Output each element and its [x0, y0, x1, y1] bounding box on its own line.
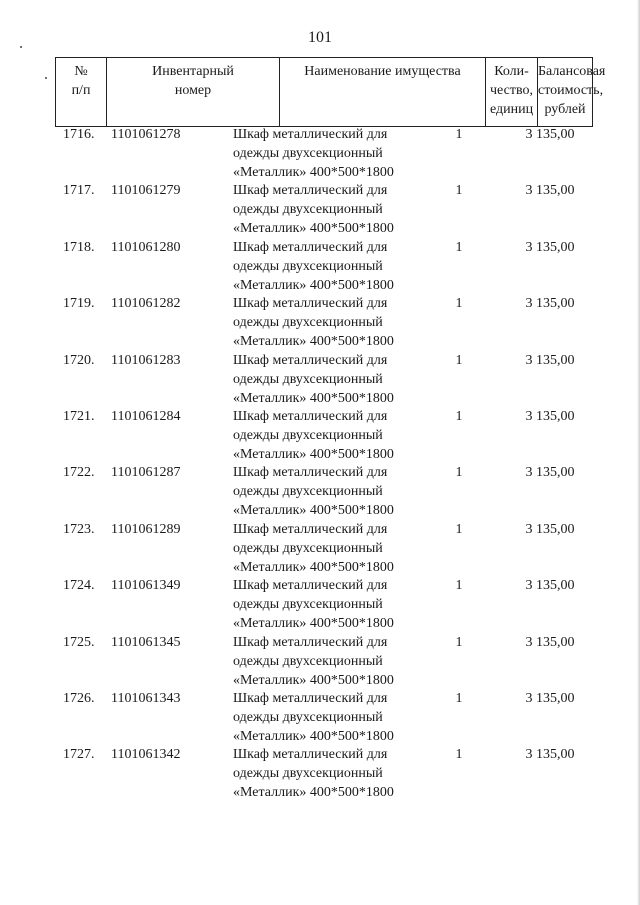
row-inventory-number: 1101061287 [111, 465, 181, 481]
row-number: 1718. [63, 239, 95, 255]
row-number: 1720. [63, 352, 95, 368]
row-item-name-line: «Металлик» 400*500*1800 [233, 559, 394, 575]
header-quantity-line: единиц [489, 102, 534, 117]
row-item-name-line: Шкаф металлический для [233, 183, 388, 199]
row-quantity: 1 [455, 747, 463, 763]
row-item-name [233, 633, 443, 690]
row-cost: 3 135,00 [525, 578, 575, 594]
row-item-name-line: «Металлик» 400*500*1800 [233, 729, 394, 744]
row-cost: 3 135,00 [525, 127, 575, 142]
row-item-name [233, 407, 443, 464]
table-row [55, 463, 593, 519]
row-item-name-line: «Металлик» 400*500*1800 [233, 616, 394, 632]
row-item-name-line: «Металлик» 400*500*1800 [233, 221, 394, 237]
row-item-name-line: «Металлик» 400*500*1800 [233, 785, 394, 801]
table-row [55, 633, 593, 689]
row-inventory-number: 1101061278 [111, 127, 181, 142]
row-item-name [233, 463, 443, 520]
table-row [55, 689, 593, 745]
row-inventory-number: 1101061280 [111, 239, 181, 255]
row-item-name-line: одежды двухсекционный [233, 597, 383, 613]
row-cost: 3 135,00 [525, 747, 575, 763]
row-quantity: 1 [455, 183, 463, 199]
row-inventory-number: 1101061342 [111, 747, 181, 763]
page-number: 101 [308, 29, 332, 46]
row-number: 1716. [63, 127, 95, 142]
row-inventory-number: 1101061289 [111, 521, 181, 537]
row-item-name-line: одежды двухсекционный [233, 766, 383, 782]
row-number: 1726. [63, 691, 95, 706]
row-item-name-line: Шкаф металлический для [233, 465, 388, 481]
row-cost: 3 135,00 [525, 691, 575, 706]
row-item-name-line: одежды двухсекционный [233, 540, 383, 556]
row-item-name-line: Шкаф металлический для [233, 578, 388, 594]
row-quantity: 1 [455, 465, 463, 481]
table-row [55, 351, 593, 407]
row-inventory-number: 1101061282 [111, 296, 181, 312]
row-inventory-number: 1101061284 [111, 409, 181, 424]
row-item-name-line: Шкаф металлический для [233, 747, 388, 763]
row-number: 1723. [63, 521, 95, 537]
row-cost: 3 135,00 [525, 239, 575, 255]
table-row [55, 125, 593, 181]
row-cost: 3 135,00 [525, 352, 575, 368]
row-cost: 3 135,00 [525, 183, 575, 199]
row-item-name [233, 294, 443, 351]
row-inventory-number: 1101061283 [111, 352, 181, 368]
row-item-name-line: Шкаф металлический для [233, 409, 388, 424]
row-item-name-line: Шкаф металлический для [233, 296, 388, 312]
row-item-name-line: «Металлик» 400*500*1800 [233, 277, 394, 293]
row-inventory-number: 1101061345 [111, 634, 181, 650]
row-item-name-line: Шкаф металлический для [233, 127, 388, 142]
row-quantity: 1 [455, 127, 463, 142]
header-number-line: п/п [71, 83, 91, 98]
header-number [56, 58, 106, 126]
row-number: 1727. [63, 747, 95, 763]
row-item-name-line: одежды двухсекционный [233, 315, 383, 331]
header-cost-line: стоимость, [538, 83, 604, 98]
row-item-name-line: одежды двухсекционный [233, 202, 383, 218]
row-item-name [233, 520, 443, 577]
row-item-name [233, 351, 443, 408]
row-cost: 3 135,00 [525, 465, 575, 481]
row-item-name [233, 576, 443, 633]
row-cost: 3 135,00 [525, 521, 575, 537]
row-number: 1722. [63, 465, 95, 481]
header-cost [537, 58, 606, 126]
header-inventory [106, 58, 279, 126]
row-item-name-line: одежды двухсекционный [233, 653, 383, 669]
row-item-name-line: одежды двухсекционный [233, 258, 383, 274]
row-quantity: 1 [455, 409, 463, 424]
row-item-name-line: Шкаф металлический для [233, 691, 388, 706]
table-row [55, 576, 593, 632]
row-cost: 3 135,00 [525, 634, 575, 650]
row-quantity: 1 [455, 296, 463, 312]
header-number-line: № [74, 64, 88, 79]
row-item-name-line: Шкаф металлический для [233, 352, 388, 368]
scan-speck [20, 46, 22, 48]
row-item-name-line: одежды двухсекционный [233, 146, 383, 161]
row-cost: 3 135,00 [525, 409, 575, 424]
row-number: 1717. [63, 183, 95, 199]
row-number: 1724. [63, 578, 95, 594]
header-inventory-line: номер [174, 83, 212, 98]
row-quantity: 1 [455, 239, 463, 255]
row-quantity: 1 [455, 578, 463, 594]
row-quantity: 1 [455, 634, 463, 650]
row-item-name-line: одежды двухсекционный [233, 371, 383, 387]
table-header [55, 57, 606, 127]
row-inventory-number: 1101061279 [111, 183, 181, 199]
row-item-name-line: «Металлик» 400*500*1800 [233, 672, 394, 688]
row-item-name [233, 125, 443, 182]
header-quantity-line: чество, [490, 83, 533, 98]
row-number: 1719. [63, 296, 95, 312]
row-item-name [233, 689, 443, 746]
table-row [55, 745, 593, 801]
row-item-name-line: «Металлик» 400*500*1800 [233, 390, 394, 406]
row-item-name-line: одежды двухсекционный [233, 710, 383, 725]
table-row [55, 407, 593, 463]
row-item-name-line: «Металлик» 400*500*1800 [233, 447, 394, 462]
row-inventory-number: 1101061343 [111, 691, 181, 706]
header-cost-line: рублей [544, 102, 586, 117]
row-item-name-line: одежды двухсекционный [233, 428, 383, 443]
header-inventory-line: Инвентарный [152, 64, 234, 79]
header-cost-line: Балансовая [538, 64, 606, 79]
header-name [279, 58, 485, 126]
row-item-name-line: Шкаф металлический для [233, 239, 388, 255]
row-quantity: 1 [455, 352, 463, 368]
row-item-name-line: «Металлик» 400*500*1800 [233, 165, 394, 180]
row-cost: 3 135,00 [525, 296, 575, 312]
table-row [55, 520, 593, 576]
header-quantity-line: Коли- [494, 64, 529, 79]
row-item-name [233, 181, 443, 238]
row-item-name [233, 745, 443, 802]
table-row [55, 181, 593, 237]
scan-speck [45, 77, 47, 79]
table-row [55, 238, 593, 294]
row-item-name-line: Шкаф металлический для [233, 521, 388, 537]
row-quantity: 1 [455, 691, 463, 706]
row-item-name-line: «Металлик» 400*500*1800 [233, 334, 394, 350]
row-inventory-number: 1101061349 [111, 578, 181, 594]
row-item-name-line: Шкаф металлический для [233, 634, 388, 650]
row-number: 1721. [63, 409, 95, 424]
header-quantity [485, 58, 537, 126]
row-item-name [233, 238, 443, 295]
header-name-line: Наименование имущества [304, 64, 461, 79]
row-number: 1725. [63, 634, 95, 650]
row-item-name-line: «Металлик» 400*500*1800 [233, 503, 394, 519]
row-quantity: 1 [455, 521, 463, 537]
table-row [55, 294, 593, 350]
row-item-name-line: одежды двухсекционный [233, 484, 383, 500]
